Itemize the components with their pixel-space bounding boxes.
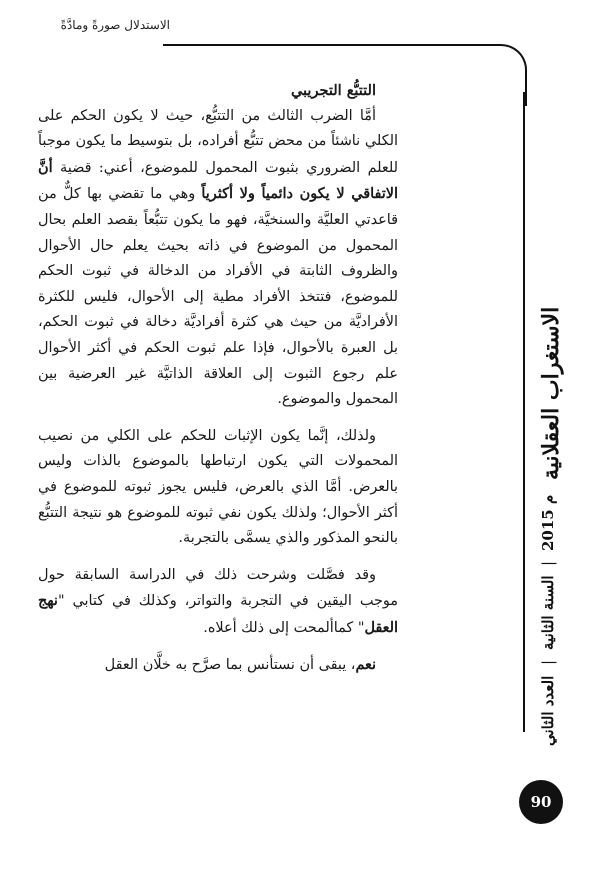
p3-bold: نهج العقل [38, 592, 398, 636]
separator-1: | [539, 660, 557, 666]
p3-text-a: وقد فصَّلت وشرحت ذلك في الدراسة السابقة حول موجب اليقين في التجربة والتواتر، وكذلك في كتابي " [38, 566, 398, 610]
paragraph-2: ولذلك، إنَّما يكون الإثبات للحكم على الكلي من نصيب المحمولات التي يكون ارتباطها بالموضوع بالذات وليس بالعرض. أمَّا الذي بالعرض، فليس يجوز ثبوته للموضوع في أكثر الأحوال؛ ولذلك يكون نفي ثبوته للموضوع هو نتيجة التتبُّع بالنحو المذكور والذي يسمَّى بالتجربة. [38, 427, 398, 547]
page-frame-side [523, 92, 525, 732]
separator-2: | [539, 560, 557, 566]
running-title: الاستدلال صورةً ومادَّةً [60, 18, 170, 32]
p4-bold: نعم [355, 656, 376, 674]
paragraph-4 [38, 652, 398, 679]
year: 2015 م [539, 494, 557, 551]
main-text [38, 78, 398, 679]
p3-text-b: " كماألمحت إلى ذلك أعلاه. [203, 619, 365, 636]
journal-logo: الاستغراب العقلانية [538, 306, 564, 480]
page-number-badge: 90 [519, 780, 563, 824]
p1-text-b: وهي ما تقضي بها كلٌّ من قاعدتي العليَّة والسنخيَّة، فهو ما يكون تتبُّعاً بقصد العلم بحال المحمول من الموضوع في ذاته بحيث يعلم حال الأحوال والظروف الثابتة في الأفراد من الدخالة في ثبوت الحكم للموضوع، فتتخذ الأفراد مطية إلى الأحوال، فليس للكثرة الأفراديَّة من حيث هي كثرة أفراديَّة دخالة في ثبوت الحكم، بل العبرة بالأحوال، فإذا علم ثبوت الحكم في أكثر الأحوال علم رجوع الثبوت إلى العلاقة الذاتيَّة غير العرضية بين المحمول والموضوع. [38, 186, 398, 408]
issue-label: العدد الثاني [539, 675, 557, 746]
p1-bold: أنَّ الاتفاقي لا يكون دائمياً ولا أكثرياً [38, 158, 398, 203]
year-label: السنة الثانية [539, 575, 557, 651]
issue-info [531, 494, 565, 746]
p1-text-a: أمَّا الضرب الثالث من التتبُّع، حيث لا يكون الحكم على الكلي ناشئاً من محض تتبُّع أفراده، بل بتوسيط ما يكون موجباً للعلم الضروري بثبوت المحمول للموضوع، أعني: قضية [38, 107, 398, 176]
p4-text: ، يبقى أن نستأنس بما صرَّح به خلَّان العقل [104, 657, 356, 674]
paragraph-1 [38, 104, 398, 413]
paragraph-3 [38, 563, 398, 642]
section-heading: التتبُّع التجريبي [290, 82, 376, 99]
